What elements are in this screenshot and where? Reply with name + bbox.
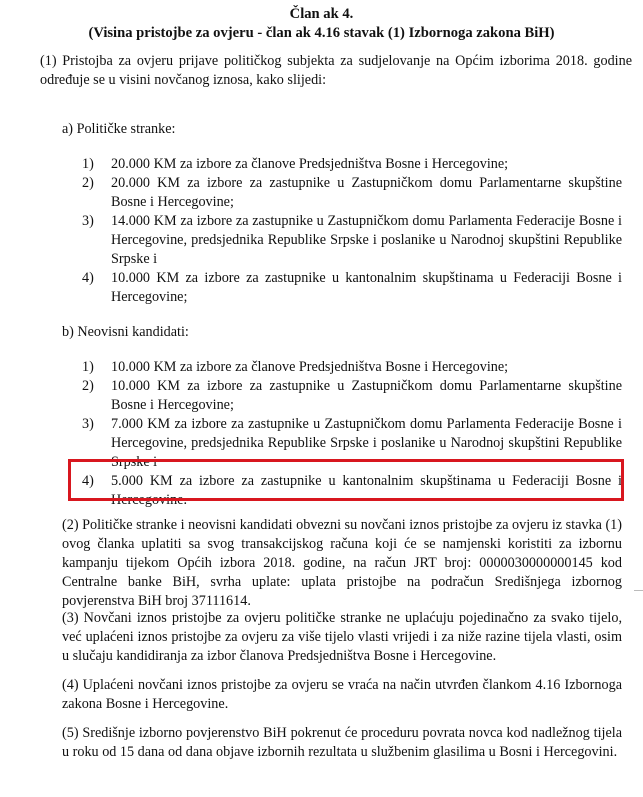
list-number: 4) <box>82 473 94 489</box>
list-item <box>82 377 622 415</box>
section-a-label: a) Političke stranke: <box>62 121 176 137</box>
list-text: 10.000 KM za izbore za članove Predsjedništva Bosne i Hercegovine; <box>111 359 509 375</box>
list-item <box>82 212 622 269</box>
paragraph-3: (3) Novčani iznos pristojbe za ovjeru političke stranke ne uplaćuju pojedinačno za svako tijelo, već uplaćeni iznos pristojbe za ovjeru za više tijelo vlasti vrijedi i za niže razine tijela vlasti, osim u slučaju kandidiranja za izbor članova Predsjedništva Bosne i Hercegovine. <box>62 610 622 664</box>
paragraph-1: (1) Pristojba za ovjeru prijave političkog subjekta za sudjelovanje na Općim izborima 2018. godine određuje se u visini novčanog iznosa, kako slijedi: <box>40 53 632 88</box>
list-text: 20.000 KM za izbore za članove Predsjedništva Bosne i Hercegovine; <box>111 156 509 172</box>
list-text: 10.000 KM za izbore za zastupnike u Zastupničkom domu Parlamentarne skupštine Bosne i Hercegovine; <box>111 378 622 413</box>
paragraph-2: (2) Političke stranke i neovisni kandidati obvezni su novčani iznos pristojbe za ovjeru iz stavka (1) ovog članka uplatiti sa svog transakcijskog računa koji će se namjenski koristiti za izbornu kampanju tijekom Općih izbora 2018. godine, na račun JRT broj: 0000030000000145 kod Centralne banke BiH, svrha uplate: uplata pristojbe na podračun Središnjega izbornog povjerenstva BiH broj 37111614. <box>62 517 622 609</box>
article-title: Član ak 4. <box>289 6 354 22</box>
list-text: 14.000 KM za izbore za zastupnike u Zastupničkom domu Parlamenta Federacije Bosne i Hercegovine, predsjednika Republike Srpske i poslanike u Narodnoj skupštini Republike Srpske i <box>111 213 622 267</box>
list-text: 10.000 KM za izbore za zastupnike u kantonalnim skupštinama u Federaciji Bosne i Hercegovine; <box>111 270 622 305</box>
list-item <box>82 269 622 307</box>
list-item <box>82 174 622 212</box>
article-subtitle: (Visina pristojbe za ovjeru - član ak 4.16 stavak (1) Izbornoga zakona BiH) <box>88 25 555 41</box>
list-number: 2) <box>82 175 94 191</box>
paragraph-5: (5) Središnje izborno povjerenstvo BiH pokrenut će proceduru povrata novca kod nadležnog tijela u roku od 15 dana od dana objave izbornih rezultata u službenim glasilima u Bosni i Hercegovini. <box>62 725 622 760</box>
list-text: 5.000 KM za izbore za zastupnike u kantonalnim skupštinama u Federaciji Bosne i Hercegovine. <box>111 473 622 508</box>
scan-edge-mark <box>634 590 643 591</box>
list-number: 3) <box>82 213 94 229</box>
list-number: 1) <box>82 156 94 172</box>
list-item <box>82 358 622 377</box>
list-number: 2) <box>82 378 94 394</box>
highlight-box <box>68 459 624 501</box>
list-text: 20.000 KM za izbore za zastupnike u Zastupničkom domu Parlamentarne skupštine Bosne i Hercegovine; <box>111 175 622 210</box>
section-a-list <box>82 155 622 307</box>
paragraph-4: (4) Uplaćeni novčani iznos pristojbe za ovjeru se vraća na način utvrđen člankom 4.16 Izbornoga zakona Bosne i Hercegovine. <box>62 677 622 712</box>
list-item <box>82 155 622 174</box>
list-number: 3) <box>82 416 94 432</box>
section-b-label: b) Neovisni kandidati: <box>62 324 189 340</box>
list-number: 1) <box>82 359 94 375</box>
list-number: 4) <box>82 270 94 286</box>
list-text: 7.000 KM za izbore za zastupnike u Zastupničkom domu Parlamenta Federacije Bosne i Hercegovine, predsjednika Republike Srpske i poslanike u Narodnoj skupštini Republike Srpske i <box>111 416 622 470</box>
